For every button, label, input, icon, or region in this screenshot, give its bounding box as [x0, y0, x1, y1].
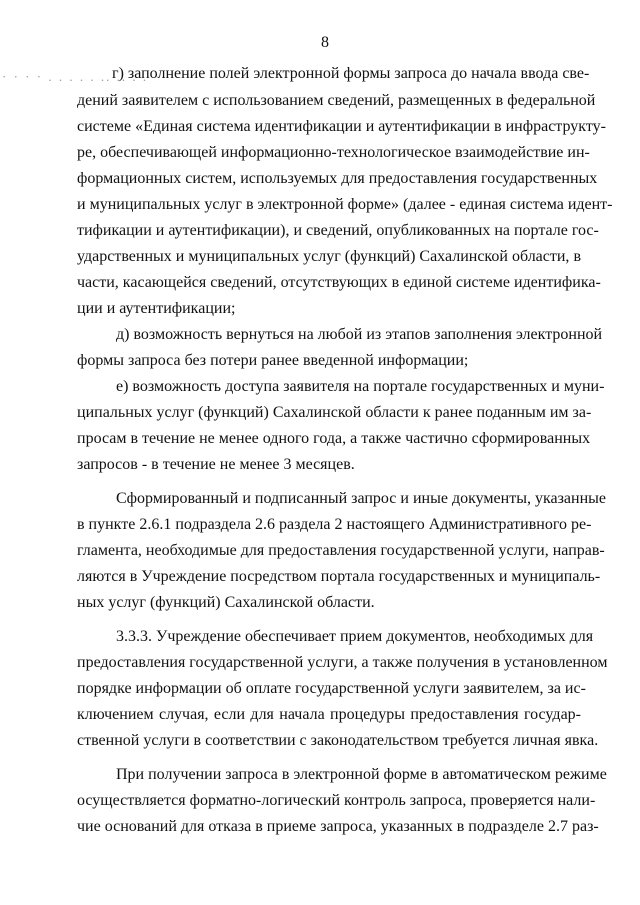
page-number: 8 — [321, 34, 329, 51]
text-line: системе «Единая система идентификации и аутентификации в инфраструкту- — [77, 118, 606, 135]
text-line: 3.3.3. Учреждение обеспечивает прием документов, необходимых для — [116, 628, 594, 645]
text-line: осуществляется форматно-логический контроль запроса, проверяется нали- — [77, 792, 596, 809]
text-line: д) возможность вернуться на любой из этапов заполнения электронной — [116, 326, 603, 343]
text-line: Сформированный и подписанный запрос и иные документы, указанные — [116, 490, 606, 507]
text-line: ных услуг (функций) Сахалинской области. — [77, 594, 375, 611]
text-line: чие оснований для отказа в приеме запроса, указанных в подразделе 2.7 раз- — [77, 818, 599, 835]
text-line: формационных систем, используемых для предоставления государственных — [77, 170, 598, 187]
text-line: ципальных услуг (функций) Сахалинской области к ранее поданным им за- — [77, 404, 592, 421]
text-line: дений заявителем с использованием сведений, размещенных в федеральной — [77, 92, 596, 109]
text-line: порядке информации об оплате государственной услуги заявителем, за ис- — [77, 680, 586, 697]
text-line: части, касающейся сведений, отсутствующих в единой системе идентифика- — [77, 274, 601, 291]
text-line: просам в течение не менее одного года, а также частично сформированных — [77, 430, 591, 447]
text-line: г) заполнение полей электронной формы запроса до начала ввода све- — [112, 65, 590, 82]
scan-noise: · · · · . . . . . .. .. . . — [2, 69, 149, 84]
text-line: формы запроса без потери ранее введенной информации; — [77, 352, 469, 369]
text-line: е) возможность доступа заявителя на портале государственных и муни- — [116, 378, 605, 395]
text-line: предоставления государственной услуги, а также получения в установленном — [77, 654, 608, 671]
text-line: ственной услуги в соответствии с законодательством требуется личная явка. — [77, 732, 599, 749]
text-line: в пункте 2.6.1 подраздела 2.6 раздела 2 настоящего Административного ре- — [77, 516, 592, 533]
text-line: ударственных и муниципальных услуг (функций) Сахалинской области, в — [77, 248, 581, 265]
text-line: ре, обеспечивающей информационно-технологическое взаимодействие ин- — [77, 144, 590, 161]
text-line: тификации и аутентификации), и сведений, опубликованных на портале гос- — [77, 222, 599, 239]
text-line: При получении запроса в электронной форме в автоматическом режиме — [116, 766, 607, 783]
text-line: ляются в Учреждение посредством портала государственных и муниципаль- — [77, 568, 601, 585]
text-line: гламента, необходимые для предоставления государственной услуги, направ- — [77, 542, 605, 559]
text-line: запросов - в течение не менее 3 месяцев. — [77, 456, 355, 473]
text-line: и муниципальных услуг в электронной форме» (далее - единая система идент- — [77, 196, 613, 213]
text-line: ции и аутентификации; — [77, 300, 236, 317]
text-line: ключением случая, если для начала процедуры предоставления государ- — [77, 706, 581, 723]
